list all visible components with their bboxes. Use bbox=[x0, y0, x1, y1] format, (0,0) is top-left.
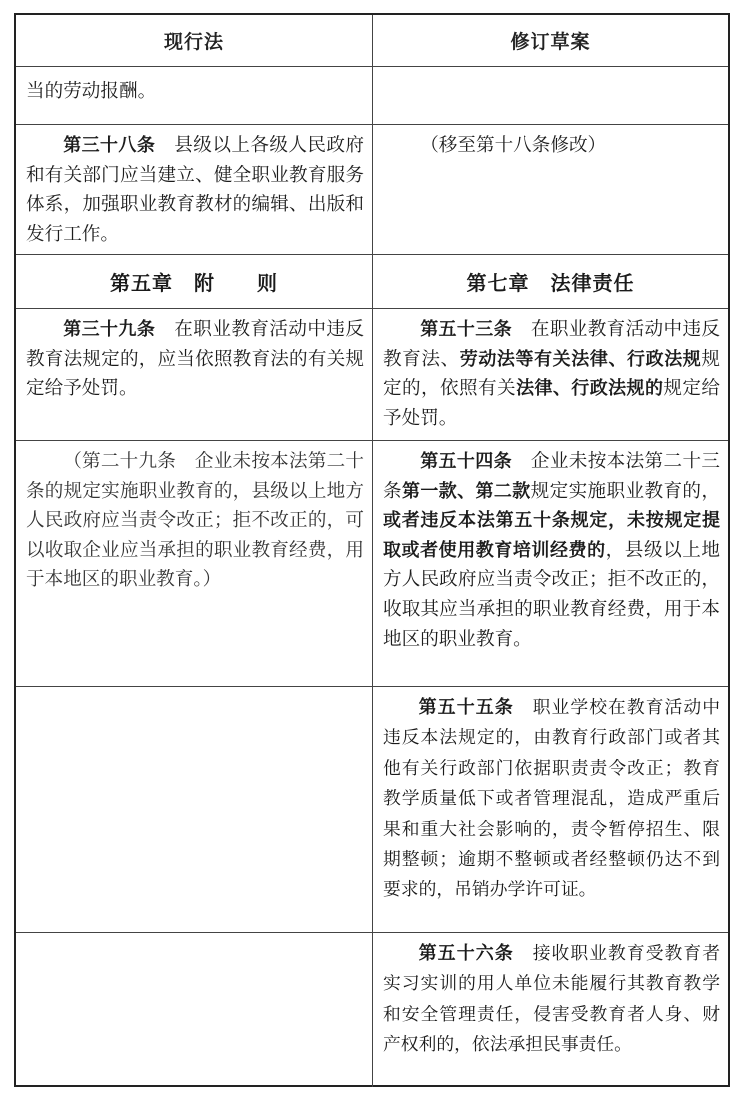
article-body: 接收职业教育受教育者实习实训的用人单位未能履行其教育教学和安全管理责任，侵害受教育者人身、财产权利的，依法承担民事责任。 bbox=[383, 943, 720, 1056]
article-54-text bbox=[373, 441, 728, 654]
cell-current-law bbox=[16, 309, 373, 440]
table-row bbox=[16, 441, 728, 687]
cell-revision-draft bbox=[373, 67, 728, 124]
article-56-text bbox=[373, 933, 728, 1061]
cell-current-law bbox=[16, 67, 373, 124]
article-number: 第五十四条 bbox=[420, 451, 512, 472]
table-header-row bbox=[16, 15, 728, 67]
cell-revision-draft bbox=[373, 441, 728, 686]
article-body: 规定实施职业教育的， bbox=[530, 480, 720, 502]
cell-current-law bbox=[16, 441, 373, 686]
table-row bbox=[16, 933, 728, 1087]
header-current-law: 现行法 bbox=[16, 15, 373, 66]
cell-current-law bbox=[16, 125, 373, 254]
empty-cell-text bbox=[16, 687, 372, 691]
chapter-row bbox=[16, 255, 728, 309]
article-38-text bbox=[16, 125, 372, 249]
article-53-text bbox=[373, 309, 728, 433]
article-number: 第五十六条 bbox=[418, 943, 514, 964]
article-number: 第五十三条 bbox=[420, 319, 512, 340]
cell-revision-draft bbox=[373, 687, 728, 932]
article-number: 第三十八条 bbox=[63, 135, 156, 156]
added-text: 第一款、第二款 bbox=[401, 480, 531, 502]
article-body: 规定的，依照有关 bbox=[383, 348, 720, 400]
article-39-text bbox=[16, 309, 372, 404]
comparison-table bbox=[14, 13, 730, 1087]
continued-text: 当的劳动报酬。 bbox=[26, 81, 157, 102]
article-number: 第三十九条 bbox=[63, 319, 156, 340]
cell-revision-draft bbox=[373, 933, 728, 1087]
article-body: 县级以上各级人民政府和有关部门应当建立、健全职业教育服务体系，加强职业教育教材的编辑、出版和发行工作。 bbox=[26, 135, 364, 245]
cell-current-law bbox=[16, 933, 373, 1087]
cell-current-law bbox=[16, 687, 373, 932]
moved-note: （移至第十八条修改） bbox=[420, 135, 607, 156]
article-number: 第五十五条 bbox=[418, 697, 514, 718]
article-body: 企业未按本法第二十三条 bbox=[383, 451, 720, 502]
table-row bbox=[16, 67, 728, 125]
deleted-article-29-text: （第二十九条 企业未按本法第二十条的规定实施职业教育的，县级以上地方人民政府应当责令改正；拒不改正的，可以收取企业应当承担的职业教育经费，用于本地区的职业教育。） bbox=[26, 451, 364, 591]
chapter-title-draft: 第七章 法律责任 bbox=[466, 271, 635, 295]
added-text: 劳动法等有关法律、行政法规 bbox=[459, 348, 702, 370]
table-row bbox=[16, 309, 728, 441]
header-revision-draft: 修订草案 bbox=[510, 31, 591, 53]
chapter-title-current: 第五章 附 则 bbox=[16, 255, 373, 308]
article-body: 规定给予处罚。 bbox=[383, 378, 720, 429]
table-row bbox=[16, 125, 728, 255]
article-body: ，县级以上地方人民政府应当责令改正；拒不改正的，收取其应当承担的职业教育经费，用于本地区的职业教育。 bbox=[383, 539, 720, 650]
cell-revision-draft bbox=[373, 309, 728, 440]
added-text: 法律、行政法规的 bbox=[516, 378, 664, 400]
article-55-text bbox=[373, 687, 728, 906]
table-row bbox=[16, 687, 728, 933]
article-body: 在职业教育活动中违反教育法规定的，应当依照教育法的有关规定给予处罚。 bbox=[26, 319, 364, 400]
added-text: 或者违反本法第五十条规定，未按规定提取或者使用教育培训经费的 bbox=[383, 510, 720, 561]
empty-cell-text bbox=[16, 933, 372, 937]
cell-revision-draft bbox=[373, 125, 728, 254]
article-body: 职业学校在教育活动中违反本法规定的，由教育行政部门或者其他有关行政部门依据职责责令改正；教育教学质量低下或者管理混乱，造成严重后果和重大社会影响的，责令暂停招生、限期整顿；逾期不整顿或者经整顿仍达不到要求的，吊销办学许可证。 bbox=[383, 697, 720, 901]
article-body: 在职业教育活动中违反教育法、 bbox=[383, 319, 720, 370]
